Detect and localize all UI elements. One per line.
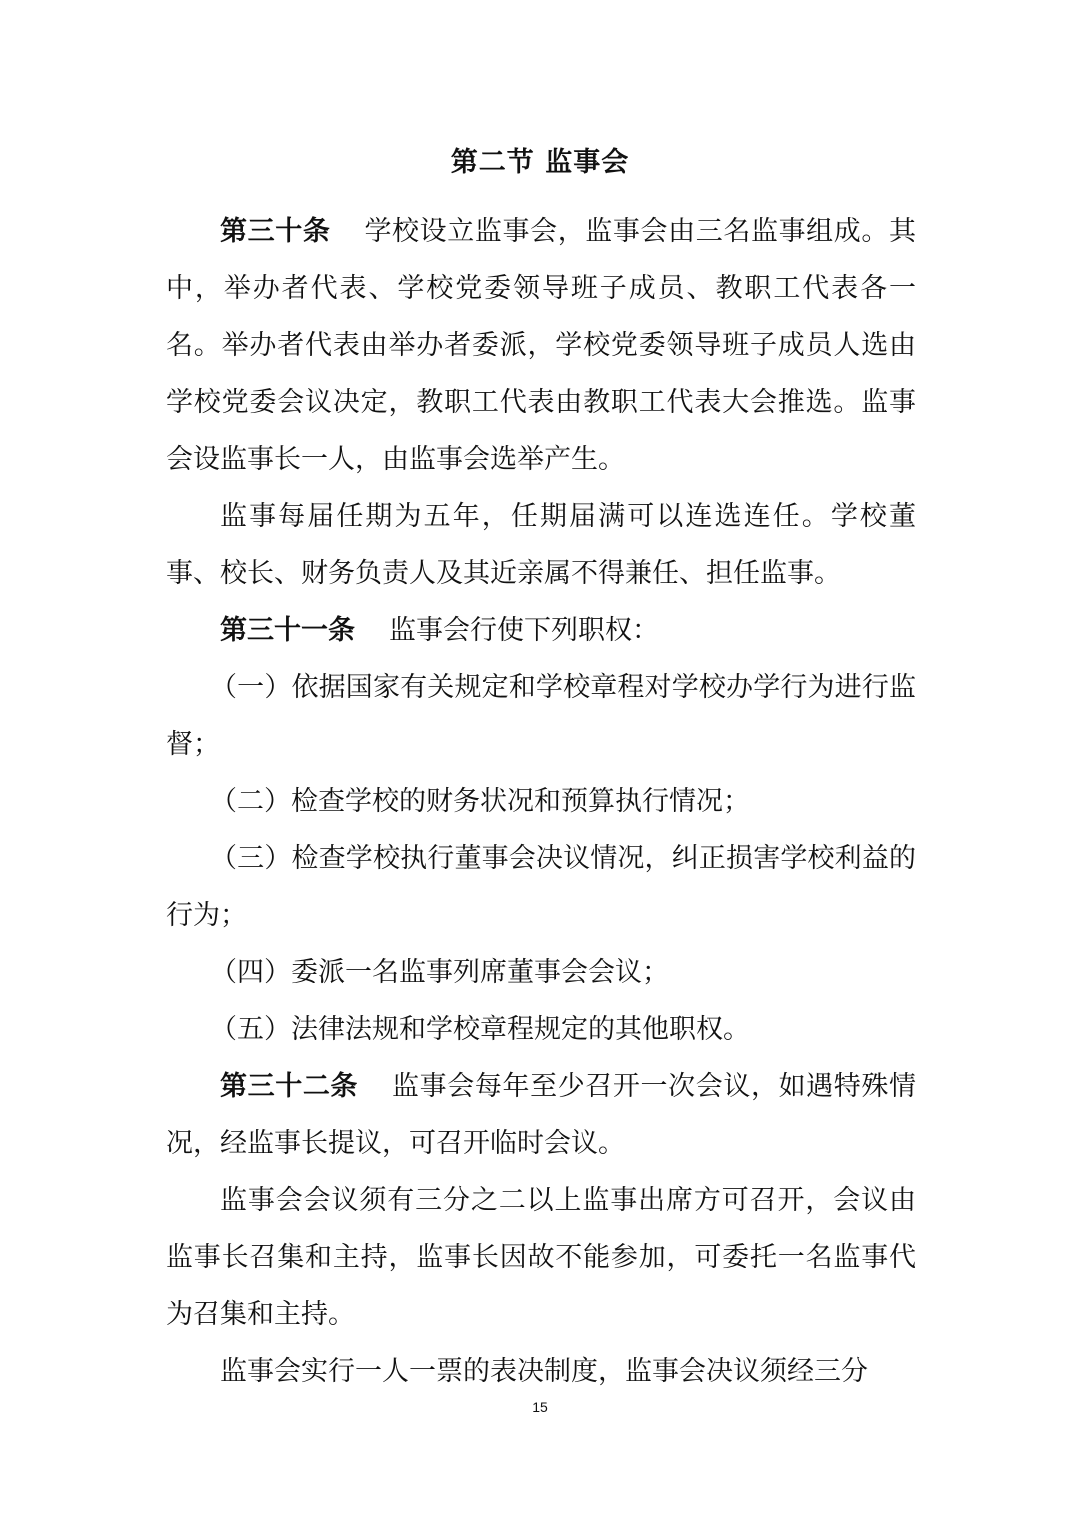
article-32-paragraph-2: 监事会会议须有三分之二以上监事出席方可召开，会议由监事长召集和主持，监事长因故不能参加，可委托一名监事代为召集和主持。 xyxy=(166,1185,916,1330)
article-31-item-2: （二）检查学校的财务状况和预算执行情况； xyxy=(210,786,750,817)
page-number: 15 xyxy=(532,1399,548,1415)
article-32-paragraph-3: 监事会实行一人一票的表决制度，监事会决议须经三分 xyxy=(220,1356,868,1387)
section-title: 第二节 监事会 xyxy=(450,147,630,178)
article-31-item-4: （四）委派一名监事列席董事会会议； xyxy=(210,957,669,988)
article-30-paragraph xyxy=(166,203,916,488)
document-body xyxy=(166,203,916,1400)
article-31-heading: 第三十一条 xyxy=(220,615,355,646)
article-31-item-5: （五）法律法规和学校章程规定的其他职权。 xyxy=(210,1014,750,1045)
article-30-paragraph-2: 监事每届任期为五年，任期届满可以连选连任。学校董事、校长、财务负责人及其近亲属不得兼任、担任监事。 xyxy=(166,501,916,589)
article-30-text: 学校设立监事会，监事会由三名监事组成。其中，举办者代表、学校党委领导班子成员、教职工代表各一名。举办者代表由举办者委派，学校党委领导班子成员人选由学校党委会议决定，教职工代表由教职工代表大会推选。监事会设监事长一人，由监事会选举产生。 xyxy=(166,216,917,475)
article-32-text: 监事会每年至少召开一次会议，如遇特殊情况，经监事长提议，可召开临时会议。 xyxy=(166,1071,917,1159)
article-30-heading: 第三十条 xyxy=(220,216,331,247)
article-32-heading: 第三十二条 xyxy=(220,1071,359,1102)
article-32-paragraph xyxy=(166,1058,916,1172)
article-31-intro: 监事会行使下列职权： xyxy=(389,615,659,646)
article-31-item-1: （一）依据国家有关规定和学校章程对学校办学行为进行监督； xyxy=(166,672,916,760)
article-31-item-3: （三）检查学校执行董事会决议情况，纠正损害学校利益的行为； xyxy=(166,843,916,931)
article-31-paragraph xyxy=(166,602,916,659)
